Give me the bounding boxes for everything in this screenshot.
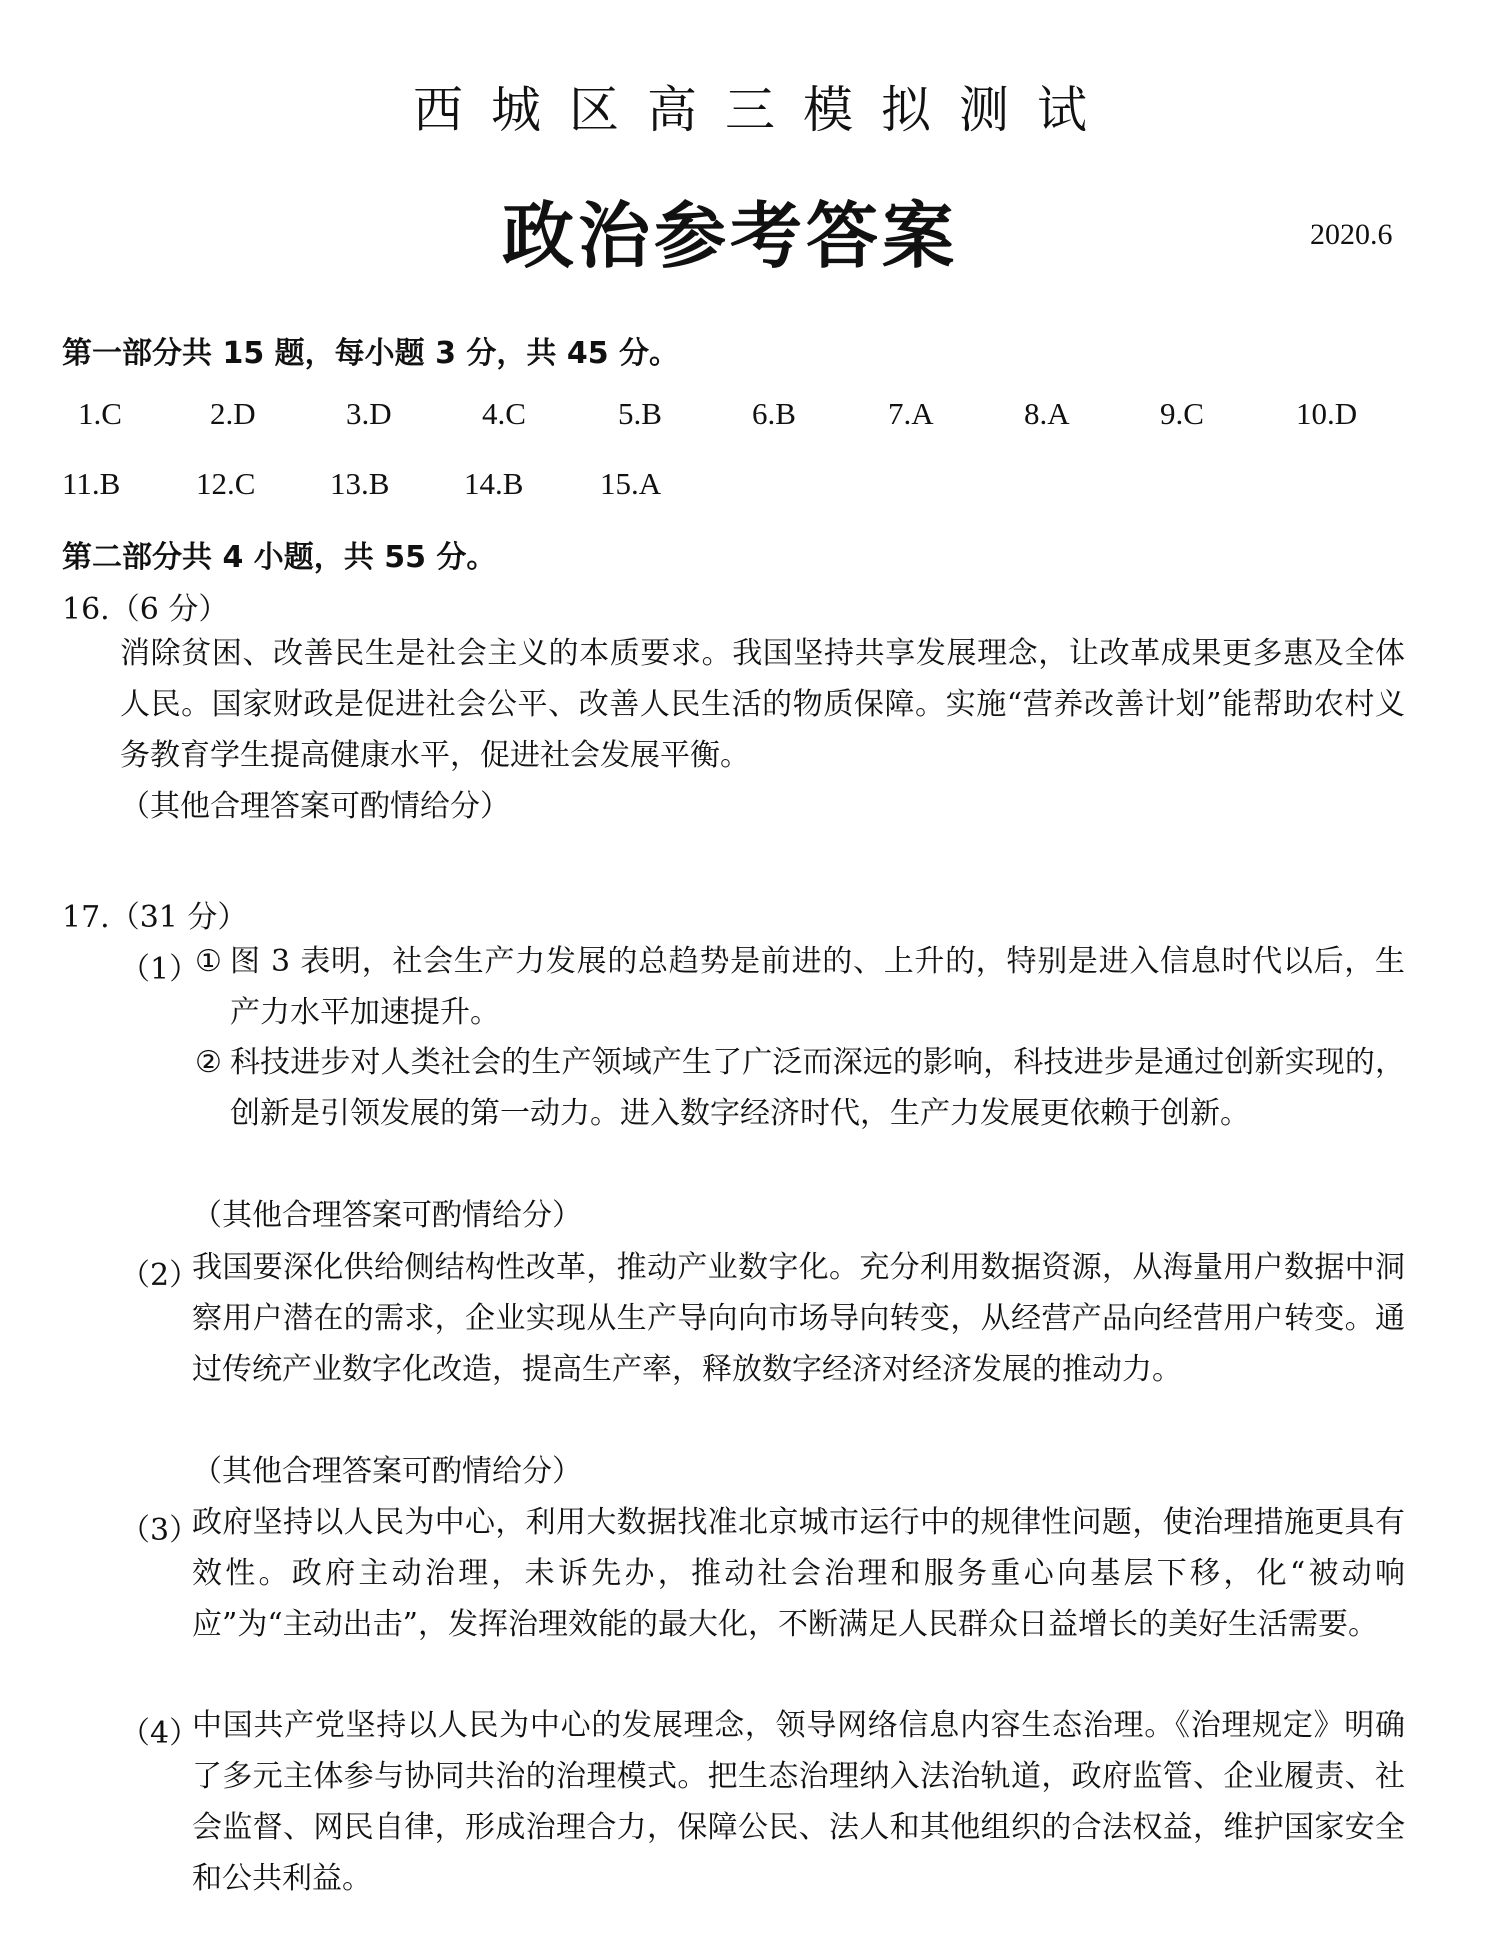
answer-8: 8.A — [1024, 396, 1070, 431]
q17-sub4-answer: 中国共产党坚持以人民为中心的发展理念，领导网络信息内容生态治理。《治理规定》明确了多元主体参与协同共治的治理模式。把生态治理纳入法治轨道，政府监管、企业履责、社会监督、网民自律，形成治理合力，保障公民、法人和其他组织的合法权益，维护国家安全和公共利益。 — [192, 1708, 1405, 1896]
answer-12: 12.C — [196, 466, 256, 501]
q17-sub1-item1: 图 3 表明，社会生产力发展的总趋势是前进的、上升的，特别是进入信息时代以后，生产力水平加速提升。 — [230, 944, 1405, 1030]
answer-14: 14.B — [464, 466, 524, 501]
part1-heading: 第一部分共 15 题，每小题 3 分，共 45 分。 — [62, 336, 680, 371]
q16-note: （其他合理答案可酌情给分） — [120, 789, 510, 824]
answer-1: 1.C — [78, 396, 122, 431]
answer-2: 2.D — [210, 396, 256, 431]
q17-sub3-answer: 政府坚持以人民为中心，利用大数据找准北京城市运行中的规律性问题，使治理措施更具有效性。政府主动治理，未诉先办，推动社会治理和服务重心向基层下移，化“被动响应”为“主动出击”，发挥治理效能的最大化，不断满足人民群众日益增长的美好生活需要。 — [192, 1505, 1405, 1642]
exam-date: 2020.6 — [1310, 218, 1393, 251]
answer-6: 6.B — [752, 396, 796, 431]
answer-4: 4.C — [482, 396, 526, 431]
q17-sub2-label: （2） — [120, 1258, 200, 1293]
answer-9: 9.C — [1160, 396, 1204, 431]
q17-sub1-item1-marker: ① — [195, 944, 222, 979]
q17-sub1-label: （1） — [120, 952, 200, 987]
answer-3: 3.D — [346, 396, 392, 431]
q17-sub1-note: （其他合理答案可酌情给分） — [192, 1198, 582, 1233]
answer-10: 10.D — [1296, 396, 1358, 431]
q17-label: 17.（31 分） — [62, 900, 248, 935]
q17-sub2-note: （其他合理答案可酌情给分） — [192, 1454, 582, 1489]
q17-sub3-label: （3） — [120, 1513, 200, 1548]
answer-7: 7.A — [888, 396, 934, 431]
q17-sub1-item2-marker: ② — [195, 1045, 222, 1080]
part2-heading: 第二部分共 4 小题，共 55 分。 — [62, 540, 497, 575]
q17-sub4-label: （4） — [120, 1716, 200, 1751]
q17-sub1-item2: 科技进步对人类社会的生产领域产生了广泛而深远的影响，科技进步是通过创新实现的，创新是引领发展的第一动力。进入数字经济时代，生产力发展更依赖于创新。 — [230, 1045, 1405, 1131]
answer-5: 5.B — [618, 396, 662, 431]
page-title: 政治参考答案 — [501, 194, 958, 278]
q16-label: 16.（6 分） — [62, 592, 229, 627]
answer-13: 13.B — [330, 466, 390, 501]
exam-title: 西城区高三模拟测试 — [413, 81, 1115, 139]
answer-11: 11.B — [62, 466, 121, 501]
answer-15: 15.A — [600, 466, 662, 501]
q17-sub2-answer: 我国要深化供给侧结构性改革，推动产业数字化。充分利用数据资源，从海量用户数据中洞察用户潜在的需求，企业实现从生产导向向市场导向转变，从经营产品向经营用户转变。通过传统产业数字化改造，提高生产率，释放数字经济对经济发展的推动力。 — [192, 1250, 1405, 1387]
q16-answer: 消除贫困、改善民生是社会主义的本质要求。我国坚持共享发展理念，让改革成果更多惠及全体人民。国家财政是促进社会公平、改善人民生活的物质保障。实施“营养改善计划”能帮助农村义务教育学生提高健康水平，促进社会发展平衡。 — [120, 636, 1405, 773]
